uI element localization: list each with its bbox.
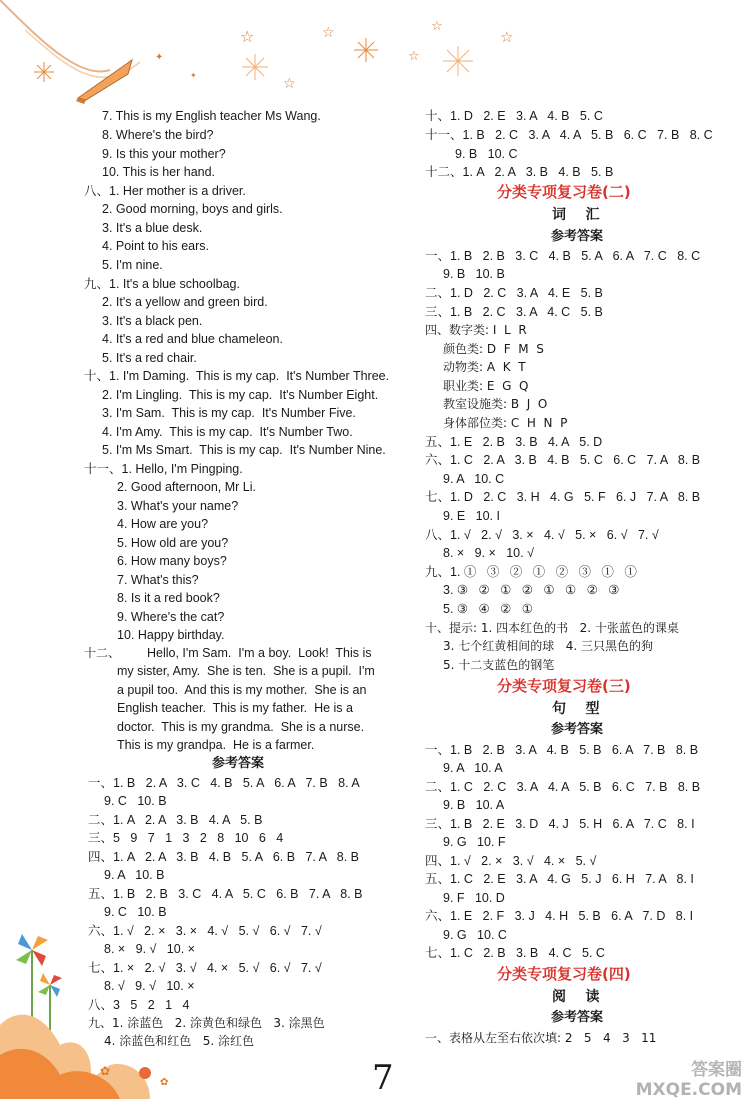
svg-text:☆: ☆ xyxy=(500,28,514,46)
left-line-14: 十、1. I'm Daming. This is my cap. It's Number Three. xyxy=(84,369,390,383)
s2-line-7: 职业类: E G Q xyxy=(443,379,529,393)
section-3-title: 分类专项复习卷(三) xyxy=(497,677,631,695)
left-line-0: 7. This is my English teacher Ms Wang. xyxy=(102,109,321,123)
svg-text:✦: ✦ xyxy=(155,52,164,63)
svg-text:✿: ✿ xyxy=(100,1064,111,1078)
s2-line-20: 十、提示: 1. 四本红色的书 2. 十张蓝色的课桌 xyxy=(425,621,679,635)
s2-line-9: 身体部位类: C H N P xyxy=(443,416,568,430)
s2-line-2: 二、1. D 2. C 3. A 4. E 5. B xyxy=(425,286,603,300)
s2-line-0: 一、1. B 2. B 3. C 4. B 5. A 6. A 7. C 8. C xyxy=(425,249,701,263)
s3-line-7: 五、1. C 2. E 3. A 4. G 5. J 6. H 7. A 8. I xyxy=(425,872,694,886)
right-top-0: 十、1. D 2. E 3. A 4. B 5. C xyxy=(425,109,603,123)
left-line-19: 十一、1. Hello, I'm Pingping. xyxy=(84,462,243,476)
left-line-8: 5. I'm nine. xyxy=(102,258,163,272)
left-ans-13: 九、1. 涂蓝色 2. 涂黄色和绿色 3. 涂黑色 xyxy=(88,1016,325,1030)
left-line-5: 2. Good morning, boys and girls. xyxy=(102,202,283,216)
s4-line-0: 一、表格从左至右依次填: 2 5 4 3 11 xyxy=(425,1031,657,1045)
essay-line-4: doctor. This is my grandma. She is a nurse. xyxy=(117,720,365,734)
essay-line-5: This is my grandpa. He is a farmer. xyxy=(117,738,315,752)
left-line-23: 5. How old are you? xyxy=(117,536,229,550)
left-line-27: 9. Where's the cat? xyxy=(117,610,225,624)
s2-line-10: 五、1. E 2. B 3. B 4. A 5. D xyxy=(425,435,603,449)
essay-line-0: Hello, I'm Sam. I'm a boy. Look! This is xyxy=(147,646,372,660)
svg-text:☆: ☆ xyxy=(322,25,335,41)
left-ans-10: 七、1. × 2. √ 3. √ 4. × 5. √ 6. √ 7. √ xyxy=(88,961,322,975)
header-decoration xyxy=(0,0,750,105)
s2-line-15: 八、1. √ 2. √ 3. × 4. √ 5. × 6. √ 7. √ xyxy=(425,528,659,542)
s2-line-4: 四、数字类: I L R xyxy=(425,323,527,337)
essay-line-2: a pupil too. And this is my mother. She is an xyxy=(117,683,367,697)
right-top-3: 十二、1. A 2. A 3. B 4. B 5. B xyxy=(425,165,614,179)
left-ans-1: 9. C 10. B xyxy=(104,794,167,808)
left-line-18: 5. I'm Ms Smart. This is my cap. It's Number Nine. xyxy=(102,443,386,457)
s3-line-3: 9. B 10. A xyxy=(443,798,505,812)
s2-line-18: 3. ③ ② ① ② ① ① ② ③ xyxy=(443,583,620,597)
left-answer-title: 参考答案 xyxy=(212,756,265,771)
left-line-17: 4. I'm Amy. This is my cap. It's Number Two. xyxy=(102,425,353,439)
left-line-4: 八、1. Her mother is a driver. xyxy=(84,184,246,198)
s2-line-21: 3. 七个红黄相间的球 4. 三只黑色的狗 xyxy=(443,639,653,653)
s2-line-8: 教室设施类: B J O xyxy=(443,397,548,411)
right-top-1: 十一、1. B 2. C 3. A 4. A 5. B 6. C 7. B 8. C xyxy=(425,128,713,142)
s3-line-5: 9. G 10. F xyxy=(443,835,506,849)
left-ans-2: 二、1. A 2. A 3. B 4. A 5. B xyxy=(88,813,263,827)
left-line-20: 2. Good afternoon, Mr Li. xyxy=(117,480,256,494)
svg-text:✦: ✦ xyxy=(190,71,197,80)
s3-line-10: 9. G 10. C xyxy=(443,928,507,942)
section-3-answer-title: 参考答案 xyxy=(551,722,604,737)
s3-line-4: 三、1. B 2. E 3. D 4. J 5. H 6. A 7. C 8. I xyxy=(425,817,695,831)
section-4-subtitle: 阅 读 xyxy=(552,989,600,1005)
s2-line-5: 颜色类: D F M S xyxy=(443,342,544,356)
s3-line-1: 9. A 10. A xyxy=(443,761,503,775)
s2-line-12: 9. A 10. C xyxy=(443,472,505,486)
left-line-7: 4. Point to his ears. xyxy=(102,239,210,253)
left-line-12: 4. It's a red and blue chameleon. xyxy=(102,332,283,346)
left-ans-3: 三、5 9 7 1 3 2 8 10 6 4 xyxy=(88,831,284,845)
svg-text:☆: ☆ xyxy=(283,76,296,92)
section-2-answer-title: 参考答案 xyxy=(551,229,604,244)
s2-line-14: 9. E 10. I xyxy=(443,509,500,523)
left-line-9: 九、1. It's a blue schoolbag. xyxy=(84,277,240,291)
left-line-3: 10. This is her hand. xyxy=(102,165,216,179)
s2-line-16: 8. × 9. × 10. √ xyxy=(443,546,534,560)
left-ans-14: 4. 涂蓝色和红色 5. 涂红色 xyxy=(104,1034,254,1048)
s2-line-6: 动物类: A K T xyxy=(443,360,526,374)
left-line-26: 8. Is it a red book? xyxy=(117,591,220,605)
left-ans-4: 四、1. A 2. A 3. B 4. B 5. A 6. B 7. A 8. B xyxy=(88,850,359,864)
left-ans-8: 六、1. √ 2. × 3. × 4. √ 5. √ 6. √ 7. √ xyxy=(88,924,322,938)
left-line-13: 5. It's a red chair. xyxy=(102,351,197,365)
left-line-15: 2. I'm Lingling. This is my cap. It's Number Eight. xyxy=(102,388,379,402)
svg-text:☆: ☆ xyxy=(240,27,255,46)
left-line-22: 4. How are you? xyxy=(117,517,209,531)
s2-line-13: 七、1. D 2. C 3. H 4. G 5. F 6. J 7. A 8. B xyxy=(425,490,701,504)
essay-heading: 十二、 xyxy=(84,646,121,660)
section-4-answer-title: 参考答案 xyxy=(551,1010,604,1025)
left-line-16: 3. I'm Sam. This is my cap. It's Number Five. xyxy=(102,406,356,420)
left-ans-9: 8. × 9. √ 10. × xyxy=(104,942,195,956)
left-ans-5: 9. A 10. B xyxy=(104,868,165,882)
s3-line-8: 9. F 10. D xyxy=(443,891,505,905)
s3-line-11: 七、1. C 2. B 3. B 4. C 5. C xyxy=(425,946,605,960)
s2-line-17: 九、1. ① ③ ② ① ② ③ ① ① xyxy=(425,565,637,579)
left-line-24: 6. How many boys? xyxy=(117,554,227,568)
s2-line-22: 5. 十二支蓝色的钢笔 xyxy=(443,658,555,672)
s3-line-2: 二、1. C 2. C 3. A 4. A 5. B 6. C 7. B 8. B xyxy=(425,780,701,794)
left-ans-12: 八、3 5 2 1 4 xyxy=(88,998,190,1012)
s3-line-0: 一、1. B 2. B 3. A 4. B 5. B 6. A 7. B 8. B xyxy=(425,743,699,757)
left-ans-6: 五、1. B 2. B 3. C 4. A 5. C 6. B 7. A 8. B xyxy=(88,887,363,901)
s3-line-9: 六、1. E 2. F 3. J 4. H 5. B 6. A 7. D 8. I xyxy=(425,909,694,923)
svg-text:☆: ☆ xyxy=(408,49,420,64)
left-ans-7: 9. C 10. B xyxy=(104,905,167,919)
watermark: 答案圈 MXQE.COM xyxy=(635,1060,742,1100)
section-3-subtitle: 句 型 xyxy=(552,701,600,717)
left-line-10: 2. It's a yellow and green bird. xyxy=(102,295,268,309)
svg-text:☆: ☆ xyxy=(431,19,443,34)
left-line-11: 3. It's a black pen. xyxy=(102,314,203,328)
section-4-title: 分类专项复习卷(四) xyxy=(497,965,631,983)
left-line-28: 10. Happy birthday. xyxy=(117,628,225,642)
left-line-1: 8. Where's the bird? xyxy=(102,128,214,142)
page-number: 7 xyxy=(372,1058,394,1098)
right-top-2: 9. B 10. C xyxy=(455,147,518,161)
svg-text:✿: ✿ xyxy=(160,1077,169,1088)
section-2-subtitle: 词 汇 xyxy=(552,207,600,223)
left-line-25: 7. What's this? xyxy=(117,573,199,587)
essay-line-3: English teacher. This is my father. He is a xyxy=(117,701,353,715)
left-line-2: 9. Is this your mother? xyxy=(102,147,226,161)
s2-line-1: 9. B 10. B xyxy=(443,267,505,281)
essay-line-1: my sister, Amy. She is ten. She is a pupil. I'm xyxy=(117,664,375,678)
s2-line-3: 三、1. B 2. C 3. A 4. C 5. B xyxy=(425,305,603,319)
s2-line-19: 5. ③ ④ ② ① xyxy=(443,602,533,616)
left-ans-11: 8. √ 9. √ 10. × xyxy=(104,979,195,993)
s3-line-6: 四、1. √ 2. × 3. √ 4. × 5. √ xyxy=(425,854,597,868)
section-2-title: 分类专项复习卷(二) xyxy=(497,183,631,201)
left-line-21: 3. What's your name? xyxy=(117,499,239,513)
left-line-6: 3. It's a blue desk. xyxy=(102,221,203,235)
left-ans-0: 一、1. B 2. A 3. C 4. B 5. A 6. A 7. B 8. A xyxy=(88,776,360,790)
s2-line-11: 六、1. C 2. A 3. B 4. B 5. C 6. C 7. A 8. B xyxy=(425,453,701,467)
